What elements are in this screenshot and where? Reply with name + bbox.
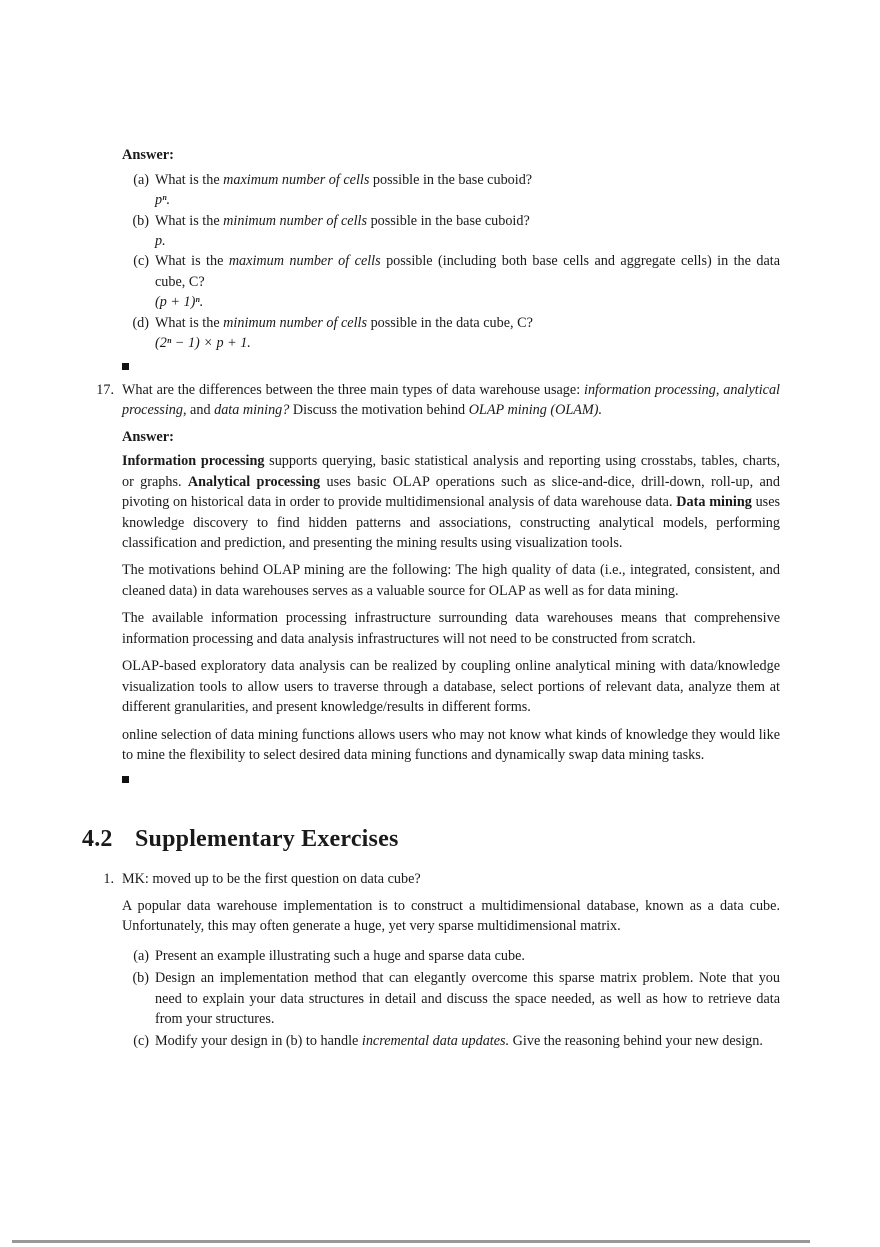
q16-item-b	[122, 211, 780, 252]
q16-item-a-q-suffix: possible in the base cuboid?	[369, 171, 533, 188]
q17-item	[82, 380, 780, 794]
q16-item-a-question	[155, 170, 780, 190]
q17-qed-row	[122, 767, 780, 793]
q16-item-d-question	[155, 313, 780, 333]
q16-item-d-q-italic: minimum number of cells	[223, 314, 368, 331]
q16-item-c-q-suffix: possible (including both base cells and aggregate cells) in the data cube, C?	[155, 253, 780, 290]
exercise-1-item-c	[122, 1031, 780, 1051]
exercise-1-item-b-text: Design an implementation method that can elegantly overcome this sparse matrix problem. Note that you need to explain your data structures in detail and discuss the space needed, as well as how to retrieve data from your structures.	[155, 970, 780, 1027]
q17-question-text	[122, 380, 780, 421]
qed-square-icon	[122, 776, 129, 783]
q17-p1-text3: uses knowledge discovery to find hidden patterns and associations, constructing analytical models, performing classification and prediction, and presenting the mining results using visualization tools.	[122, 494, 781, 551]
q16-item-a-answer: pⁿ.	[155, 192, 171, 209]
q17-p1-bold1: Information processing	[122, 453, 265, 470]
q16-item-d-q-prefix: What is the	[155, 314, 224, 331]
q17-q-part4: Discuss the motivation behind	[289, 402, 469, 419]
q17-paragraph-3: The available information processing infrastructure surrounding data warehouses means that comprehensive information processing and data analysis infrastructures will not need to be constructed from scratch.	[122, 610, 780, 647]
q16-item-d-answer: (2ⁿ − 1) × p + 1.	[155, 335, 251, 352]
q16-item-d	[122, 313, 780, 354]
q17-number: 17.	[96, 381, 114, 398]
q17-paragraph-4: OLAP-based exploratory data analysis can be realized by coupling online analytical mining with data/knowledge visualization tools to allow users to traverse through a database, select portions of relevant data, analyze them at different granularities, and present knowledge/results in different forms.	[122, 658, 780, 716]
exercise-1-item-c-prefix: Modify your design in (b) to handle	[155, 1033, 362, 1050]
section-title: Supplementary Exercises	[135, 826, 399, 853]
q16-item-a-q-italic: maximum number of cells	[223, 171, 370, 188]
q16-item-b-q-prefix: What is the	[155, 212, 224, 229]
q16-answer-label: Answer:	[122, 147, 174, 163]
exercise-1-note: MK: moved up to be the first question on data cube?	[122, 871, 421, 888]
section-heading	[82, 826, 780, 853]
q16-item-d-q-suffix: possible in the data cube, C?	[367, 314, 533, 331]
q16-subquestion-list	[122, 170, 780, 354]
q17-p1-bold3: Data mining	[676, 494, 752, 511]
q17-q-italic4: OLAP mining (OLAM).	[468, 402, 603, 419]
q17-q-part2: ,	[715, 381, 724, 398]
q16-item-a	[122, 170, 780, 211]
q16-item-b-q-suffix: possible in the base cuboid?	[367, 212, 530, 229]
q17-paragraph-2: The motivations behind OLAP mining are the following: The high quality of data (i.e., integrated, consistent, and cleaned data) in data warehouses serves as a valuable source for OLAP as well as for data mining.	[122, 562, 780, 599]
q17-answer-label: Answer:	[122, 428, 174, 445]
q17-q-part3: , and	[182, 402, 215, 419]
q16-item-c-answer: (p + 1)ⁿ.	[155, 294, 204, 311]
exercise-list	[82, 869, 780, 1052]
q17-q-italic2: analytical processing	[122, 381, 781, 419]
q17-p1-text2: uses basic OLAP operations such as slice-and-dice, drill-down, roll-up, and pivoting on historical data in order to provide multidimensional analysis of data warehouse data.	[122, 473, 780, 511]
q17-q-italic1: information processing	[584, 381, 716, 398]
q16-qed-row	[122, 354, 780, 380]
exercise-1-intro: A popular data warehouse implementation is to construct a multidimensional database, known as a data cube. Unfortunately, this may often generate a huge, yet very sparse multidimensional matrix.	[122, 897, 780, 935]
q16-item-c-q-prefix: What is the	[155, 253, 229, 270]
q16-item-c-question	[155, 251, 780, 292]
q17-list	[82, 380, 780, 794]
exercise-1-item-c-italic: incremental data updates.	[361, 1033, 510, 1050]
q17-q-italic3: data mining?	[214, 402, 290, 419]
exercise-1-item-b	[122, 968, 780, 1029]
exercise-1-item-b-marker: (b)	[132, 970, 149, 987]
q17-paragraph-5: online selection of data mining functions allows users who may not know what kinds of knowledge they would like to mine the flexibility to select desired data mining functions and dynamically swap data mining tasks.	[122, 726, 780, 763]
q16-item-b-q-italic: minimum number of cells	[223, 212, 368, 229]
q17-paragraph-1	[122, 451, 780, 553]
exercise-item-1	[82, 869, 780, 1052]
q16-answer-block	[122, 146, 780, 380]
section-number: 4.2	[82, 826, 113, 853]
exercise-1-sublist	[122, 946, 780, 1052]
qed-square-icon	[122, 363, 129, 370]
q17-p1-text1: supports querying, basic statistical analysis and reporting using crosstabs, tables, charts, or graphs.	[122, 453, 781, 490]
exercise-1-item-a-marker: (a)	[133, 947, 149, 964]
q17-p1-bold2: Analytical processing	[187, 473, 321, 490]
page-content	[82, 146, 780, 1052]
footer-rule	[12, 1240, 810, 1243]
q16-item-a-q-prefix: What is the	[155, 171, 224, 188]
q16-item-a-marker: (a)	[133, 171, 149, 188]
q16-item-b-question	[155, 211, 780, 231]
q16-item-c	[122, 251, 780, 312]
exercise-1-item-c-suffix: Give the reasoning behind your new design.	[509, 1033, 763, 1050]
q17-q-part1: What are the differences between the three main types of data warehouse usage:	[122, 381, 585, 398]
q16-item-b-marker: (b)	[132, 212, 149, 229]
q16-item-d-marker: (d)	[132, 314, 149, 331]
q16-item-b-answer: p.	[155, 233, 166, 250]
exercise-1-item-a-text: Present an example illustrating such a huge and sparse data cube.	[155, 947, 525, 964]
exercise-1-item-c-text	[155, 1033, 763, 1049]
exercise-1-item-a	[122, 946, 780, 966]
exercise-1-number: 1.	[103, 871, 114, 888]
exercise-1-item-c-marker: (c)	[133, 1033, 149, 1050]
q16-item-c-q-italic: maximum number of cells	[228, 253, 381, 270]
q16-item-c-marker: (c)	[133, 253, 149, 270]
